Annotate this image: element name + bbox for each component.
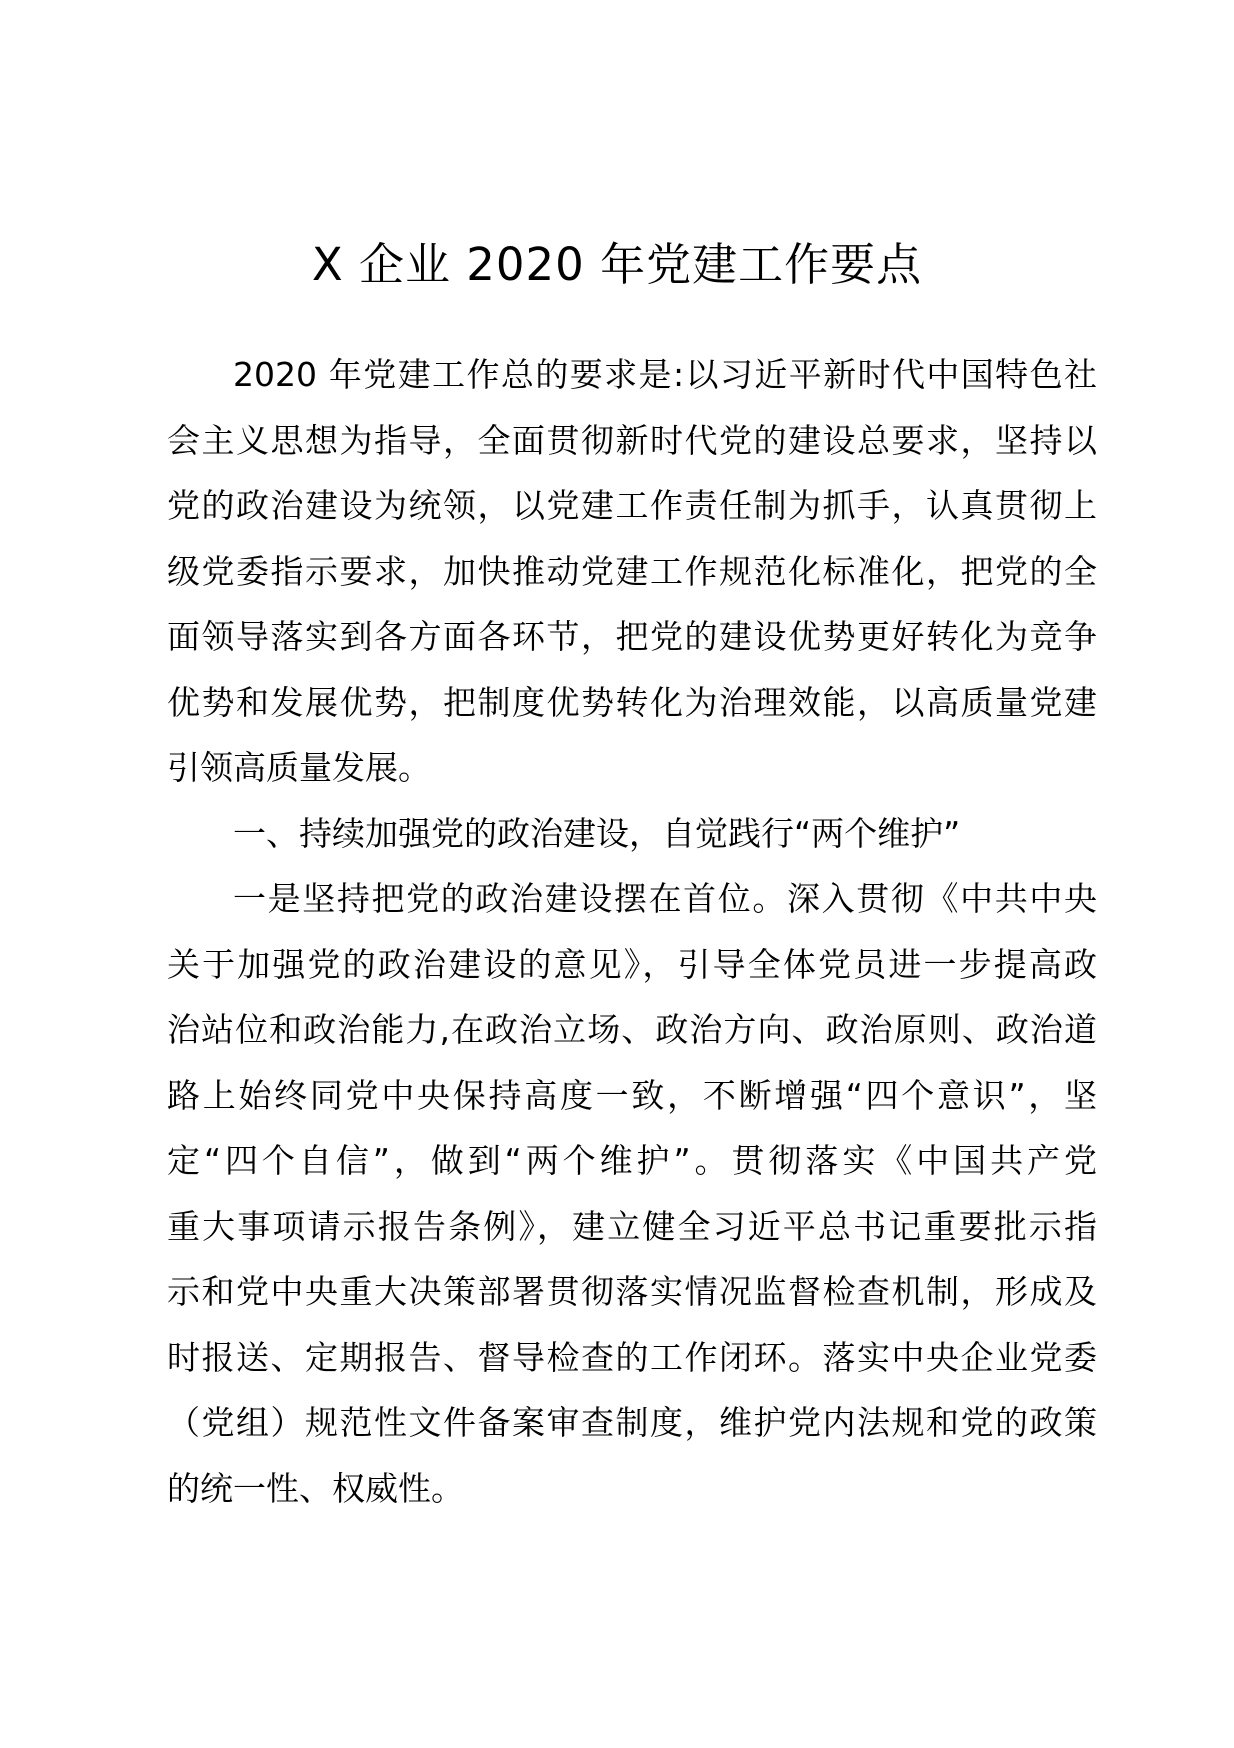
paragraph-line: 2020 年党建工作总的要求是:以习近平新时代中国特色社 (233, 355, 1097, 394)
paragraph-line: 会主义思想为指导，全面贯彻新时代党的建设总要求，坚持以 (167, 420, 1097, 460)
paragraph-line: 定“四个自信”，做到“两个维护”。贯彻落实《中国共产党 (167, 1141, 1097, 1180)
paragraph-line: 时报送、定期报告、督导检查的工作闭环。落实中央企业党委 (167, 1337, 1097, 1377)
paragraph-line: 级党委指示要求，加快推动党建工作规范化标准化，把党的全 (167, 551, 1097, 591)
section-heading: 一、持续加强党的政治建设，自觉践行“两个维护” (233, 813, 961, 853)
paragraph-line: 重大事项请示报告条例》，建立健全习近平总书记重要批示指 (167, 1206, 1097, 1246)
paragraph-line: 示和党中央重大决策部署贯彻落实情况监督检查机制，形成及 (167, 1272, 1097, 1311)
paragraph-line: 优势和发展优势，把制度优势转化为治理效能，以高质量党建 (167, 682, 1097, 722)
paragraph-line: （党组）规范性文件备案审查制度，维护党内法规和党的政策 (167, 1403, 1097, 1442)
paragraph-line: 一是坚持把党的政治建设摆在首位。深入贯彻《中共中央 (233, 879, 1097, 918)
paragraph-line: 路上始终同党中央保持高度一致，不断增强“四个意识”，坚 (167, 1075, 1097, 1115)
document-body (167, 342, 1097, 1521)
paragraph-line: 关于加强党的政治建设的意见》，引导全体党员进一步提高政 (167, 944, 1097, 984)
paragraph-line: 治站位和政治能力,在政治立场、政治方向、政治原则、政治道 (167, 1010, 1097, 1049)
paragraph-line: 面领导落实到各方面各环节，把党的建设优势更好转化为竞争 (167, 617, 1097, 656)
intro-paragraph (167, 342, 1097, 801)
document-title: X 企业 2020 年党建工作要点 (311, 238, 923, 291)
paragraph-line: 的统一性、权威性。 (167, 1468, 464, 1508)
section-paragraph (167, 866, 1097, 1521)
paragraph-line: 党的政治建设为统领，以党建工作责任制为抓手，认真贯彻上 (167, 486, 1097, 525)
paragraph-line: 引领高质量发展。 (167, 748, 431, 787)
